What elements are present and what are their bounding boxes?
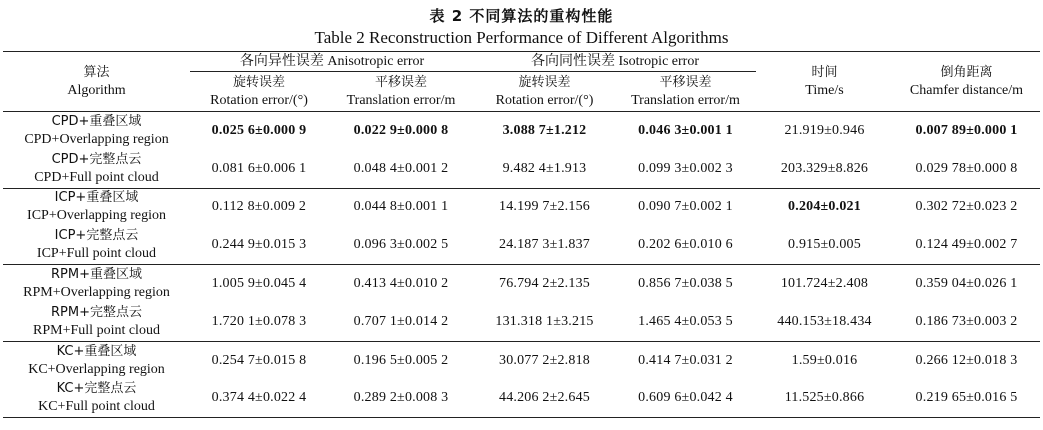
algorithm-cell: [3, 380, 190, 418]
aniso-rotation-cell: 0.112 8±0.009 2: [211, 199, 307, 215]
table-body: [3, 112, 1040, 418]
algorithm-name-en: KC+Overlapping region: [28, 361, 165, 377]
chamfer-cell: 0.186 73±0.003 2: [915, 313, 1018, 329]
header-aniso-rotation-en: Rotation error/(°): [210, 92, 308, 108]
iso-translation-cell: 0.099 3±0.002 3: [638, 160, 733, 176]
header-iso-rotation: [474, 72, 615, 112]
time-cell: 11.525±0.866: [784, 390, 865, 406]
algorithm-name-en: CPD+Overlapping region: [24, 131, 169, 147]
aniso-translation-cell: 0.022 9±0.000 8: [353, 122, 449, 138]
iso-rotation-cell: 76.794 2±2.135: [499, 276, 590, 292]
performance-table: [3, 51, 1040, 418]
algorithm-cell: [3, 112, 190, 150]
iso-rotation-cell: 131.318 1±3.215: [495, 313, 594, 329]
chamfer-cell: 0.219 65±0.016 5: [915, 390, 1018, 406]
header-aniso-translation-cn: 平移误差: [374, 74, 427, 90]
iso-translation-cell: 0.856 7±0.038 5: [638, 276, 733, 292]
header-anisotropic-group: [190, 52, 474, 72]
aniso-translation-cell: 0.196 5±0.005 2: [353, 352, 449, 368]
table-row: [3, 112, 1040, 150]
table-row: [3, 188, 1040, 226]
iso-rotation-cell: 3.088 7±1.212: [502, 122, 587, 138]
header-algorithm-cn: 算法: [83, 64, 110, 80]
time-cell: 101.724±2.408: [780, 276, 869, 292]
iso-rotation-cell: 9.482 4±1.913: [502, 160, 587, 176]
header-aniso-rotation: [190, 72, 328, 112]
aniso-rotation-cell: 0.025 6±0.000 9: [211, 122, 307, 138]
header-aniso-translation-en: Translation error/m: [346, 92, 456, 108]
algorithm-name-en: ICP+Full point cloud: [36, 246, 157, 262]
algorithm-cell: [3, 341, 190, 379]
algorithm-name-en: KC+Full point cloud: [38, 399, 155, 415]
chamfer-cell: 0.266 12±0.018 3: [915, 352, 1018, 368]
aniso-rotation-cell: 0.081 6±0.006 1: [211, 160, 307, 176]
algorithm-name-cn: CPD+完整点云: [51, 151, 142, 167]
algorithm-cell: [3, 226, 190, 264]
time-cell: 0.915±0.005: [788, 237, 861, 253]
chamfer-cell: 0.029 78±0.000 8: [915, 160, 1018, 176]
chamfer-cell: 0.359 04±0.026 1: [915, 276, 1018, 292]
algorithm-name-en: RPM+Full point cloud: [33, 322, 160, 338]
iso-rotation-cell: 24.187 3±1.837: [499, 237, 590, 253]
aniso-translation-cell: 0.096 3±0.002 5: [353, 237, 449, 253]
table-row: [3, 380, 1040, 418]
algorithm-cell: [3, 265, 190, 303]
iso-translation-cell: 0.202 6±0.010 6: [638, 237, 733, 253]
table-caption-cn: 表 2 不同算法的重构性能: [429, 7, 614, 25]
header-chamfer-en: Chamfer distance/m: [909, 82, 1024, 98]
table-caption-en: Table 2 Reconstruction Performance of Different Algorithms: [314, 28, 729, 47]
iso-rotation-cell: 44.206 2±2.645: [499, 390, 590, 406]
header-isotropic-label: 各向同性误差 Isotropic error: [531, 53, 699, 69]
aniso-rotation-cell: 1.005 9±0.045 4: [211, 276, 307, 292]
aniso-translation-cell: 0.413 4±0.010 2: [353, 276, 449, 292]
aniso-rotation-cell: 0.254 7±0.015 8: [211, 352, 307, 368]
algorithm-name-cn: RPM+完整点云: [51, 304, 142, 320]
algorithm-name-cn: ICP+完整点云: [54, 228, 139, 244]
header-chamfer: [893, 52, 1040, 112]
time-cell: 440.153±18.434: [777, 313, 872, 329]
algorithm-name-cn: RPM+重叠区域: [51, 267, 142, 283]
iso-translation-cell: 0.609 6±0.042 4: [638, 390, 733, 406]
algorithm-name-cn: CPD+重叠区域: [51, 113, 142, 129]
aniso-translation-cell: 0.289 2±0.008 3: [353, 390, 449, 406]
header-iso-rotation-en: Rotation error/(°): [495, 92, 594, 108]
header-iso-translation: [615, 72, 756, 112]
algorithm-cell: [3, 303, 190, 341]
algorithm-name-cn: KC+完整点云: [56, 381, 137, 397]
aniso-rotation-cell: 0.374 4±0.022 4: [211, 390, 307, 406]
header-aniso-translation: [328, 72, 474, 112]
table-row: [3, 150, 1040, 188]
chamfer-cell: 0.124 49±0.002 7: [915, 237, 1018, 253]
chamfer-cell: 0.007 89±0.000 1: [915, 122, 1018, 138]
header-isotropic-group: [474, 52, 756, 72]
chamfer-cell: 0.302 72±0.023 2: [915, 199, 1018, 215]
header-chamfer-cn: 倒角距离: [940, 64, 993, 80]
header-time: [756, 52, 893, 112]
iso-translation-cell: 1.465 4±0.053 5: [638, 313, 733, 329]
header-iso-translation-cn: 平移误差: [659, 74, 712, 90]
table-row: [3, 303, 1040, 341]
iso-translation-cell: 0.046 3±0.001 1: [638, 122, 733, 138]
time-cell: 21.919±0.946: [784, 122, 865, 138]
time-cell: 0.204±0.021: [788, 199, 861, 215]
algorithm-name-cn: ICP+重叠区域: [54, 190, 139, 206]
table-row: [3, 341, 1040, 379]
table-row: [3, 265, 1040, 303]
algorithm-name-cn: KC+重叠区域: [56, 343, 137, 359]
aniso-translation-cell: 0.048 4±0.001 2: [353, 160, 449, 176]
header-iso-rotation-cn: 旋转误差: [518, 74, 571, 90]
header-time-en: Time/s: [805, 82, 844, 98]
algorithm-name-en: ICP+Overlapping region: [27, 208, 166, 224]
table-row: [3, 226, 1040, 264]
header-time-cn: 时间: [811, 64, 838, 80]
algorithm-cell: [3, 188, 190, 226]
time-cell: 1.59±0.016: [791, 352, 858, 368]
aniso-rotation-cell: 1.720 1±0.078 3: [211, 313, 307, 329]
algorithm-name-en: CPD+Full point cloud: [34, 169, 159, 185]
iso-rotation-cell: 14.199 7±2.156: [499, 199, 590, 215]
header-aniso-rotation-cn: 旋转误差: [232, 74, 285, 90]
iso-translation-cell: 0.414 7±0.031 2: [638, 352, 733, 368]
aniso-translation-cell: 0.707 1±0.014 2: [353, 313, 449, 329]
header-anisotropic-label: 各向异性误差 Anisotropic error: [239, 53, 425, 69]
iso-rotation-cell: 30.077 2±2.818: [499, 352, 590, 368]
aniso-translation-cell: 0.044 8±0.001 1: [353, 199, 449, 215]
aniso-rotation-cell: 0.244 9±0.015 3: [211, 237, 307, 253]
algorithm-name-en: RPM+Overlapping region: [23, 285, 170, 301]
header-algorithm: [3, 52, 190, 112]
algorithm-cell: [3, 150, 190, 188]
time-cell: 203.329±8.826: [780, 160, 869, 176]
header-algorithm-en: Algorithm: [67, 82, 126, 98]
header-iso-translation-en: Translation error/m: [631, 92, 740, 108]
iso-translation-cell: 0.090 7±0.002 1: [638, 199, 733, 215]
